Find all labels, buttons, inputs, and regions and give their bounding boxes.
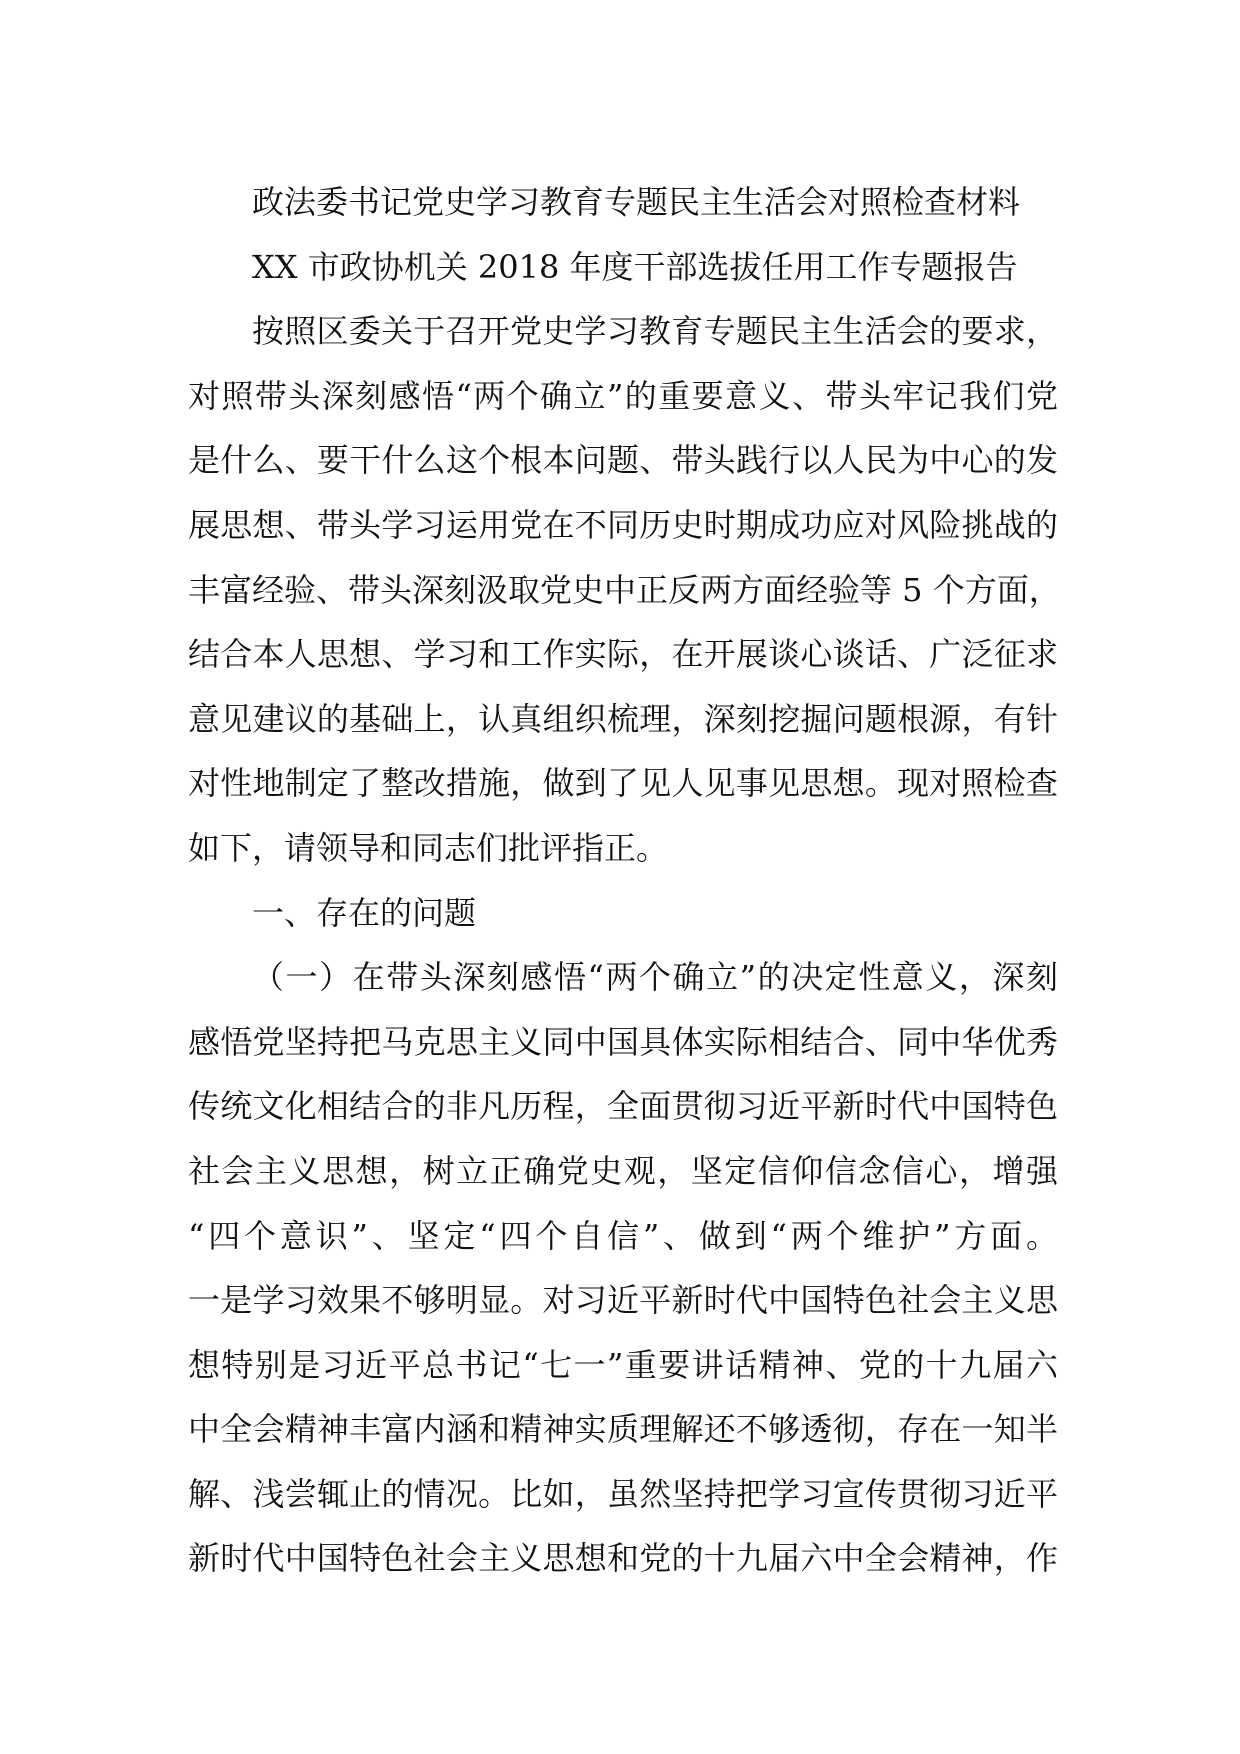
document-body [188,170,1061,1591]
subsection-paragraph-line: 传统文化相结合的非凡历程，全面贯彻习近平新时代中国特色 [188,1087,1058,1126]
subsection-paragraph-line: “四个意识”、坚定“四个自信”、做到“两个维护”方面。 [188,1216,1058,1255]
intro-paragraph-line: 丰富经验、带头深刻汲取党史中正反两方面经验等 5 个方面， [188,570,1061,609]
intro-paragraph-line: 对性地制定了整改措施，做到了见人见事见思想。现对照检查 [188,764,1058,803]
subsection-paragraph-line: （一）在带头深刻感悟“两个确立”的决定性意义，深刻 [252,958,1058,997]
subsection-paragraph-line: 社会主义思想，树立正确党史观，坚定信仰信念信心，增强 [188,1151,1058,1190]
subsection-paragraph-line: 解、浅尝辄止的情况。比如，虽然坚持把学习宣传贯彻习近平 [188,1474,1058,1513]
intro-paragraph-line: 结合本人思想、学习和工作实际，在开展谈心谈话、广泛征求 [188,635,1058,674]
intro-paragraph-line: 如下，请领导和同志们批评指正。 [188,828,669,867]
document-title: 政法委书记党史学习教育专题民主生活会对照检查材料 [252,183,1021,221]
subsection-paragraph-line: 中全会精神丰富内涵和精神实质理解还不够透彻，存在一知半 [188,1410,1058,1449]
intro-paragraph-line: 是什么、要干什么这个根本问题、带头践行以人民为中心的发 [188,441,1058,480]
subsection-paragraph-line: 想特别是习近平总书记“七一”重要讲话精神、党的十九届六 [188,1345,1058,1384]
document-subtitle: XX 市政协机关 2018 年度干部选拔任用工作专题报告 [252,247,1018,286]
subsection-paragraph-line: 感悟党坚持把马克思主义同中国具体实际相结合、同中华优秀 [188,1022,1058,1061]
intro-paragraph-line: 按照区委关于召开党史学习教育专题民主生活会的要求， [252,312,1058,351]
intro-paragraph-line: 意见建议的基础上，认真组织梳理，深刻挖掘问题根源，有针 [188,699,1058,738]
subsection-paragraph-line: 新时代中国特色社会主义思想和党的十九届六中全会精神，作 [188,1539,1058,1578]
intro-paragraph-line: 对照带头深刻感悟“两个确立”的重要意义、带头牢记我们党 [188,376,1058,415]
subsection-paragraph-line: 一是学习效果不够明显。对习近平新时代中国特色社会主义思 [188,1281,1058,1320]
intro-paragraph-line: 展思想、带头学习运用党在不同历史时期成功应对风险挑战的 [188,505,1058,544]
section-heading: 一、存在的问题 [252,893,477,932]
